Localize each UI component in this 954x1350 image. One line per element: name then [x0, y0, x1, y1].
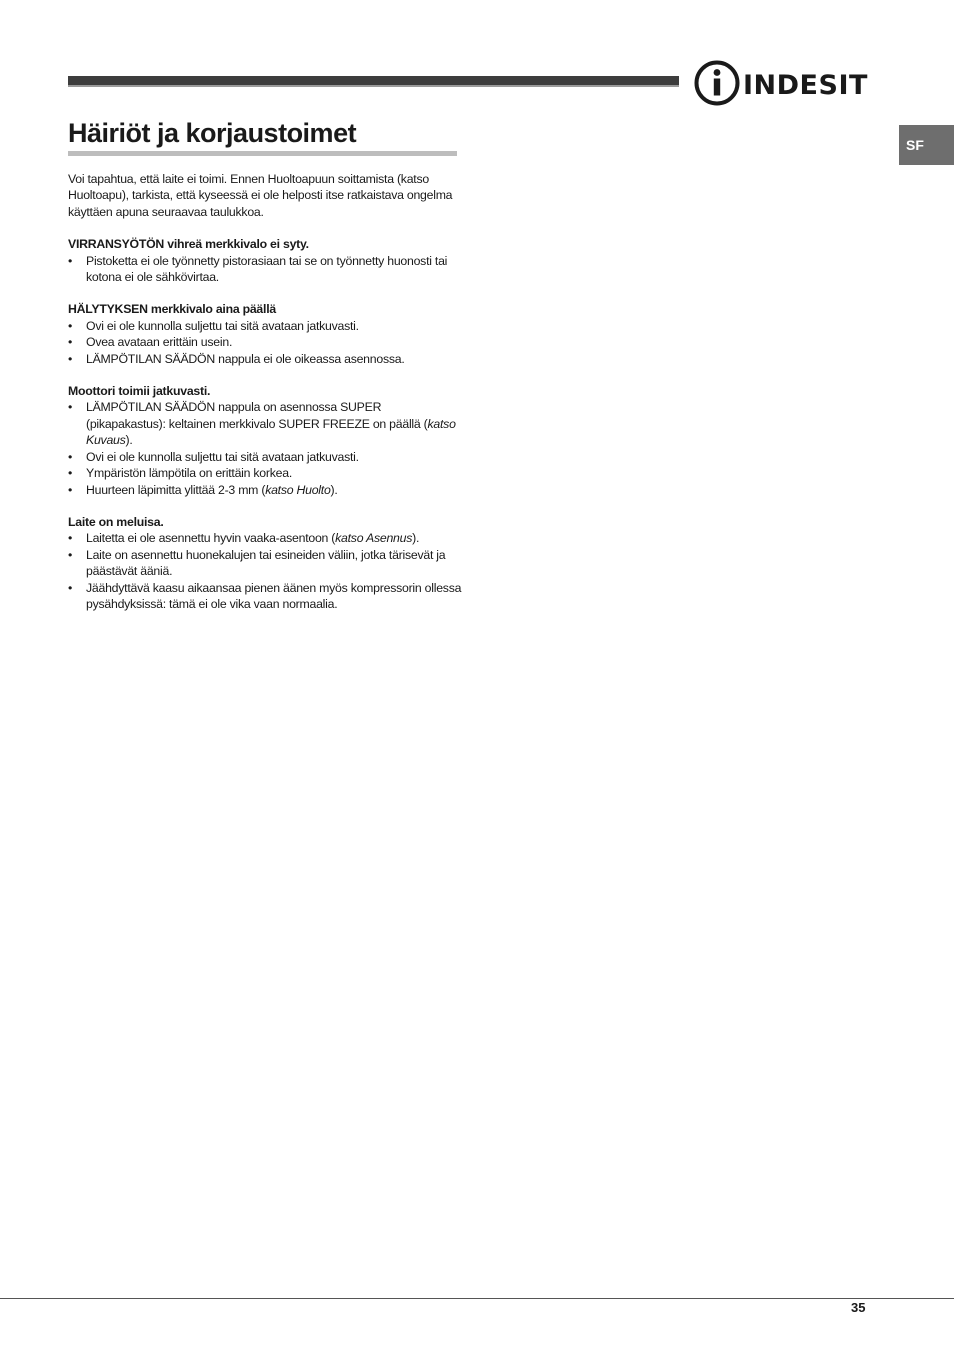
cause-text: Ympäristön lämpötila on erittäin korkea. — [86, 466, 292, 481]
footer-rule — [0, 1298, 954, 1299]
cause-item — [68, 351, 463, 367]
cause-text: LÄMPÖTILAN SÄÄDÖN nappula on asennossa SUPER (pikapakastus): keltainen merkkivalo SUPER FREEZE on päällä ( — [86, 400, 428, 431]
cause-item — [68, 482, 463, 498]
cause-text: Huurteen läpimitta ylittää 2-3 mm ( — [86, 482, 266, 497]
cause-item — [68, 547, 463, 580]
cause-item — [68, 530, 463, 546]
cross-reference: katso Huolto — [265, 482, 331, 497]
cause-text-end: ). — [412, 531, 420, 546]
page-title: Häiriöt ja korjaustoimet — [68, 118, 357, 148]
cause-list — [68, 399, 463, 497]
cause-item — [68, 580, 463, 613]
problem-heading: HÄLYTYKSEN merkkivalo aina päällä — [68, 302, 276, 317]
problem-section — [68, 236, 463, 285]
cause-item — [68, 334, 463, 350]
cause-item — [68, 449, 463, 465]
cause-text: Ovi ei ole kunnolla suljettu tai sitä avataan jatkuvasti. — [86, 449, 359, 464]
page-number: 35 — [851, 1300, 866, 1315]
cause-item — [68, 399, 463, 448]
header-rule — [68, 76, 679, 87]
cause-text: Laite on asennettu huonekalujen tai esineiden väliin, jotka tärisevät ja päästävät ääniä. — [86, 547, 446, 579]
cause-list — [68, 253, 463, 286]
problem-heading: Laite on meluisa. — [68, 514, 164, 529]
language-tab: SF — [899, 125, 954, 165]
problem-section — [68, 301, 463, 367]
cause-list — [68, 318, 463, 367]
cause-text: LÄMPÖTILAN SÄÄDÖN nappula ei ole oikeassa asennossa. — [86, 351, 405, 366]
problem-heading: Moottori toimii jatkuvasti. — [68, 384, 211, 399]
problem-section — [68, 514, 463, 612]
cause-text: Pistoketta ei ole työnnetty pistorasiaan tai se on työnnetty huonosti tai kotona ei ole sähkövirtaa. — [86, 253, 448, 285]
title-underline — [68, 151, 457, 156]
cause-text-end: ). — [125, 433, 133, 448]
intro-paragraph: Voi tapahtua, että laite ei toimi. Ennen Huoltoapuun soittamista (katso Huoltoapu), tarkista, että kyseessä ei ole helposti itse ratkaistava ongelma käyttäen apuna seuraavaa taulukkoa. — [68, 172, 453, 219]
brand-wordmark: INDESIT — [743, 70, 868, 101]
cause-text: Ovi ei ole kunnolla suljettu tai sitä avataan jatkuvasti. — [86, 318, 359, 333]
cause-text: Jäähdyttävä kaasu aikaansaa pienen äänen myös kompressorin ollessa pysähdyksissä: tämä ei ole vika vaan normaalia. — [86, 580, 462, 611]
cross-reference: katso Kuvaus — [86, 416, 456, 448]
problem-heading: VIRRANSYÖTÖN vihreä merkkivalo ei syty. — [68, 237, 309, 252]
content-column — [68, 171, 463, 628]
cause-text-end: ). — [330, 482, 338, 497]
brand-logo — [694, 60, 870, 106]
troubleshooting-sections — [68, 236, 463, 612]
cause-text: Laitetta ei ole asennettu hyvin vaaka-asentoon ( — [86, 531, 336, 546]
cross-reference: katso Asennus — [335, 531, 413, 546]
cause-list — [68, 530, 463, 612]
cause-item — [68, 253, 463, 286]
cause-text: Ovea avataan erittäin usein. — [86, 335, 233, 350]
cause-item — [68, 318, 463, 334]
cause-item — [68, 465, 463, 481]
problem-section — [68, 383, 463, 498]
